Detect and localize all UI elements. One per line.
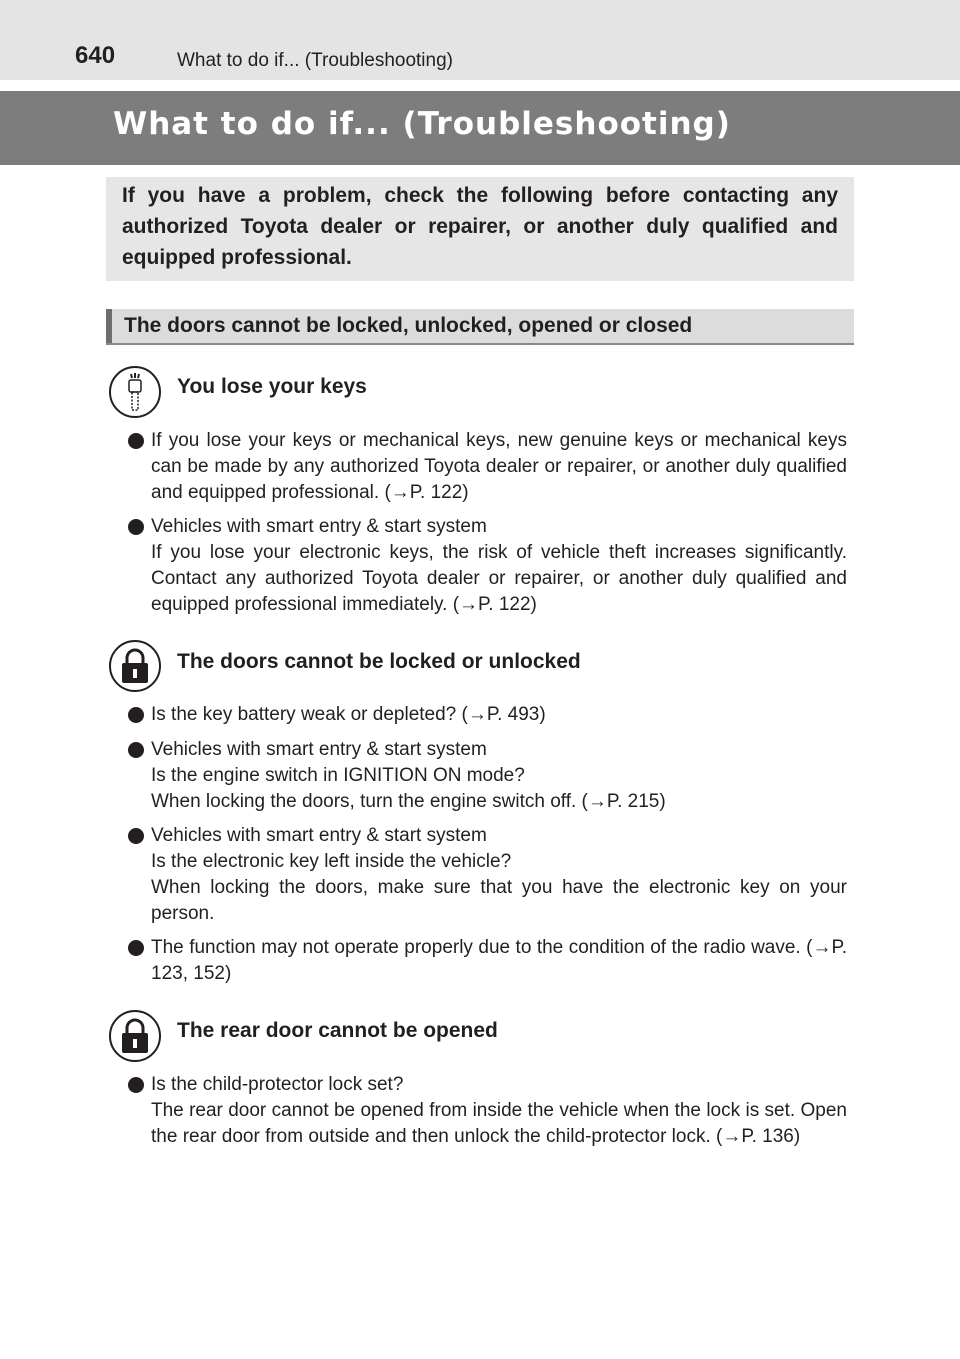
bullet-text: The rear door cannot be opened from inside the vehicle when the lock is set. Open the rear door from outside and then unlock the child-protector lock. (→P. 136) bbox=[151, 1100, 847, 1147]
topic-2-bullet-3 bbox=[151, 823, 847, 927]
topic-1-bullet-2 bbox=[151, 514, 847, 618]
topic-3-bullet-1 bbox=[151, 1072, 847, 1150]
running-head: What to do if... (Troubleshooting) bbox=[177, 50, 453, 71]
section-heading: The doors cannot be locked, unlocked, opened or closed bbox=[124, 314, 693, 337]
topic-2-bullet-1 bbox=[151, 702, 847, 728]
key-icon bbox=[109, 366, 161, 418]
topic-heading-cannot-lock: The doors cannot be locked or unlocked bbox=[177, 650, 581, 673]
bullet-text: Vehicles with smart entry & start system bbox=[151, 516, 487, 537]
bullet-text: Vehicles with smart entry & start system bbox=[151, 825, 487, 846]
bullet-text: Is the electronic key left inside the vehicle? bbox=[151, 851, 512, 872]
topic-2-bullet-4 bbox=[151, 935, 847, 987]
bullet-text: Is the child-protector lock set? bbox=[151, 1074, 404, 1095]
bullet-text: Vehicles with smart entry & start system bbox=[151, 739, 487, 760]
bullet-text: The function may not operate properly due to the condition of the radio wave. (→P. 123, 152) bbox=[151, 937, 847, 984]
bullet-marker bbox=[128, 433, 144, 449]
bullet-marker bbox=[128, 742, 144, 758]
lock-icon bbox=[109, 640, 161, 692]
bullet-text: If you lose your keys or mechanical keys, new genuine keys or mechanical keys can be made by any authorized Toyota dealer or repairer, or another duly qualified and equipped professional. (→P. 122) bbox=[151, 430, 847, 503]
page-title: What to do if... (Troubleshooting) bbox=[113, 106, 731, 142]
bullet-marker bbox=[128, 707, 144, 723]
topic-heading-lose-keys: You lose your keys bbox=[177, 375, 367, 398]
intro-text: If you have a problem, check the following before contacting any authorized Toyota dealer or repairer, or another duly qualified and equipped professional. bbox=[122, 184, 838, 269]
topic-2-bullet-2 bbox=[151, 737, 847, 815]
bullet-marker bbox=[128, 519, 144, 535]
header-bar bbox=[0, 0, 960, 80]
bullet-text: Is the key battery weak or depleted? (→P. 493) bbox=[151, 704, 546, 725]
bullet-text: If you lose your electronic keys, the risk of vehicle theft increases significantly. Contact any authorized Toyota dealer or repairer, or another duly qualified and equipped professional immediately. (→P. 122) bbox=[151, 542, 847, 615]
topic-heading-rear-door: The rear door cannot be opened bbox=[177, 1019, 498, 1042]
bullet-text: When locking the doors, make sure that you have the electronic key on your person. bbox=[151, 877, 847, 924]
bullet-marker bbox=[128, 940, 144, 956]
page-number: 640 bbox=[75, 42, 116, 69]
bullet-text: Is the engine switch in IGNITION ON mode? bbox=[151, 765, 525, 786]
bullet-text: When locking the doors, turn the engine switch off. (→P. 215) bbox=[151, 791, 666, 812]
bullet-marker bbox=[128, 828, 144, 844]
bullet-marker bbox=[128, 1077, 144, 1093]
topic-1-bullet-1 bbox=[151, 428, 847, 506]
lock-icon bbox=[109, 1010, 161, 1062]
